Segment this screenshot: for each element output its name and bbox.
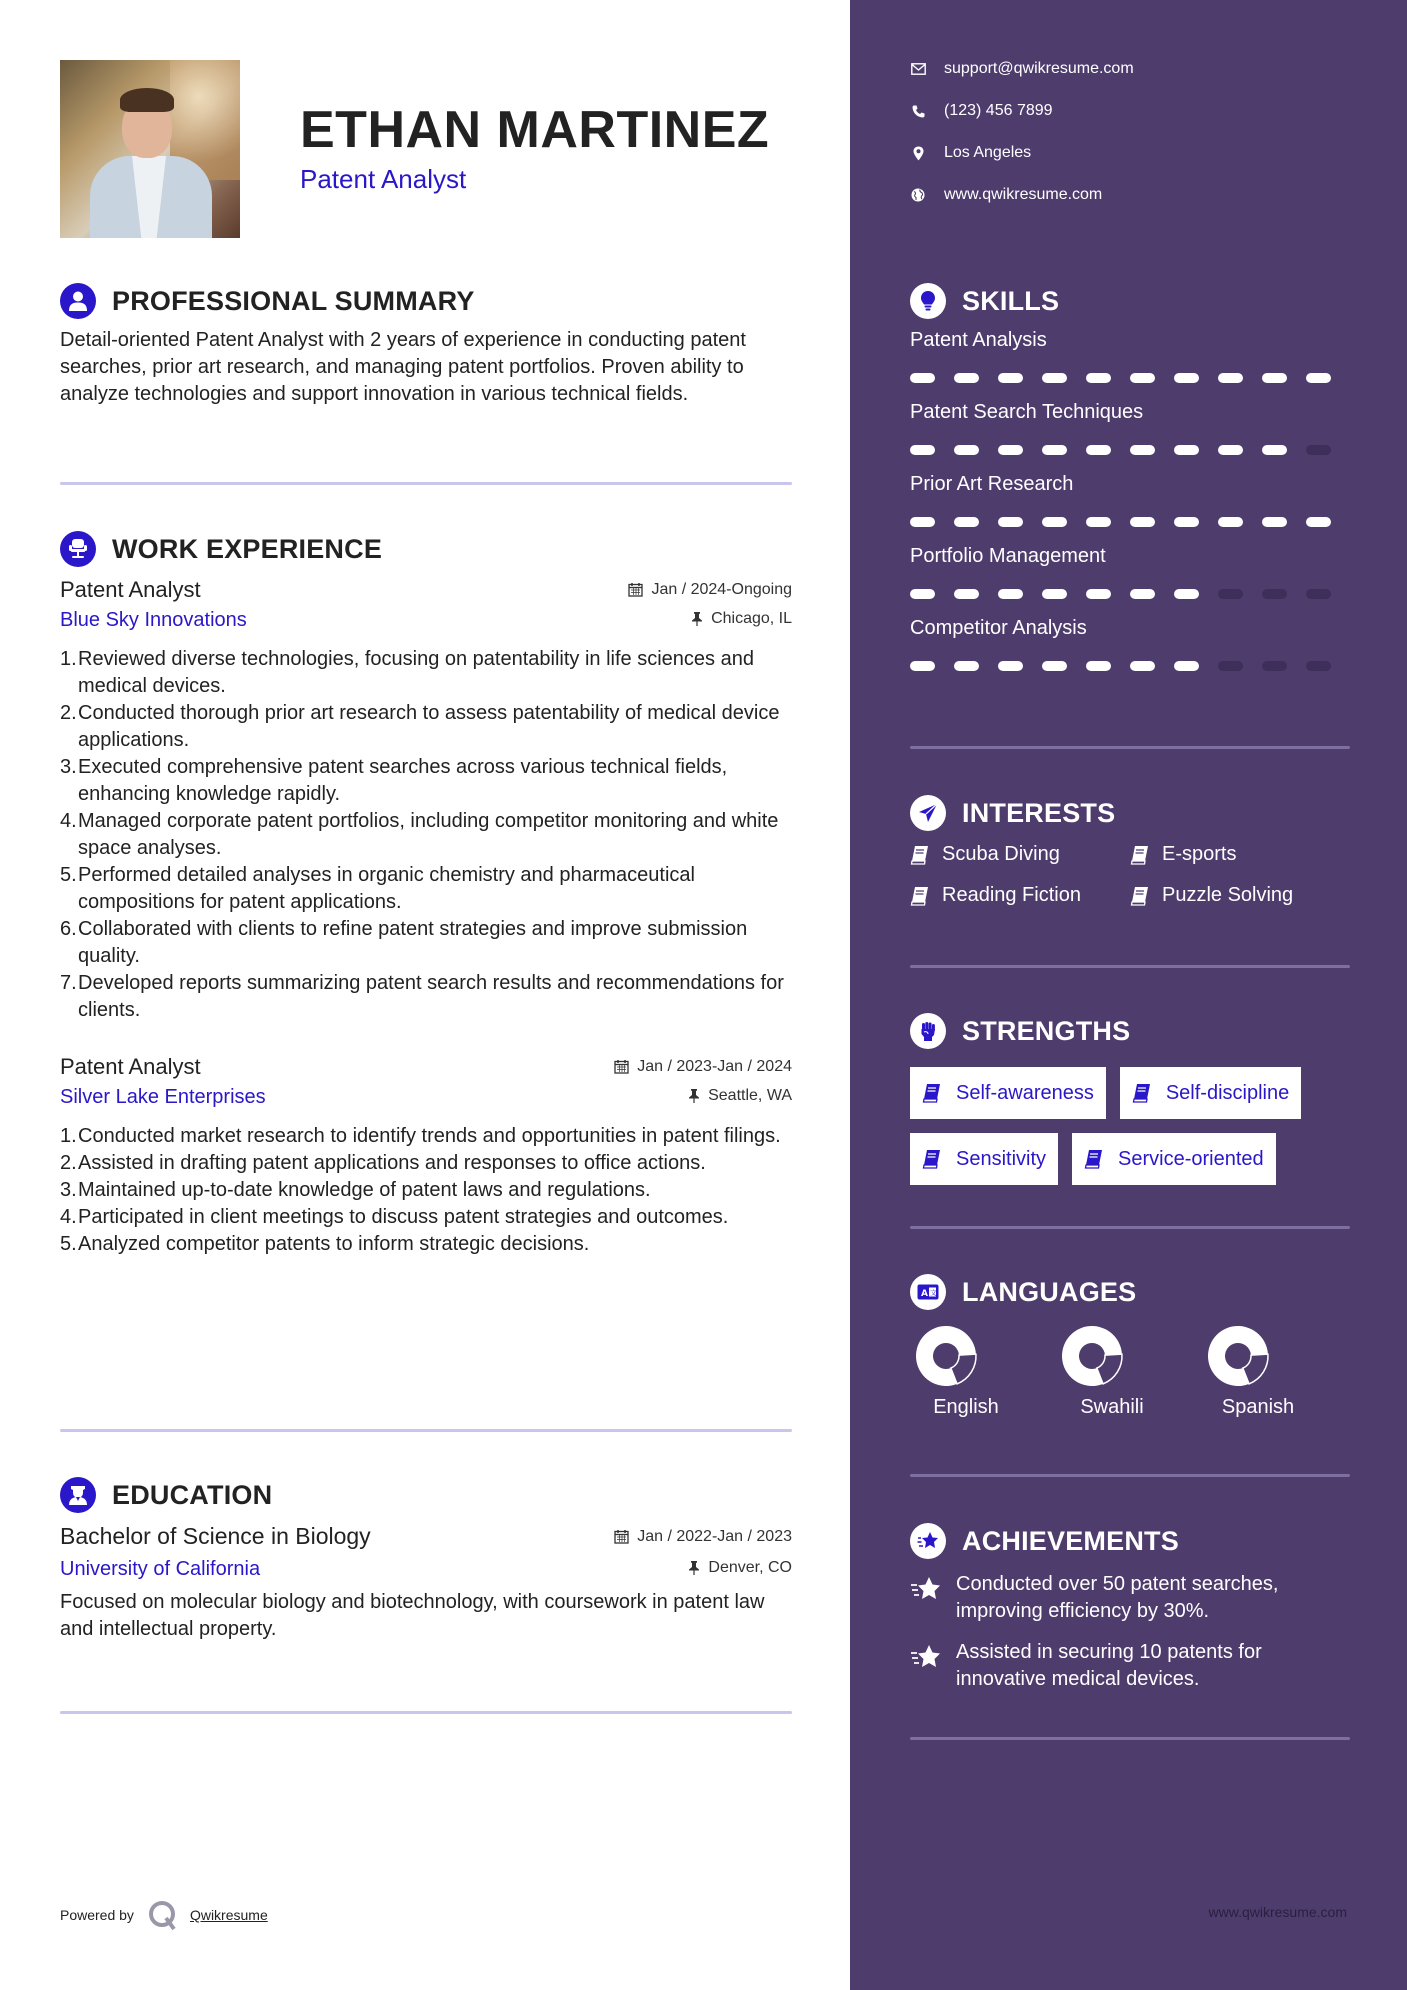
section-divider	[910, 1226, 1350, 1229]
skill-dash	[1262, 517, 1287, 527]
skill-dash	[998, 517, 1023, 527]
education-dates: Jan / 2022-Jan / 2023	[614, 1528, 792, 1546]
bullet-item: Collaborated with clients to refine patent strategies and improve submission quality.	[78, 918, 748, 967]
contact-website: www.qwikresume.com	[910, 186, 1102, 204]
skill-name: Portfolio Management	[910, 545, 1106, 567]
language-item	[1202, 1324, 1348, 1419]
book-icon	[910, 845, 930, 865]
education-heading: EDUCATION	[112, 1479, 273, 1510]
skill-dash	[954, 517, 979, 527]
book-icon	[922, 1083, 942, 1103]
skill-dash	[1174, 373, 1199, 383]
phone-icon	[910, 105, 926, 118]
skill-dash	[1130, 373, 1155, 383]
skill-rating	[910, 589, 1350, 599]
proficiency-donut	[1206, 1324, 1270, 1388]
skill-dash	[1218, 661, 1243, 671]
book-icon	[1130, 845, 1150, 865]
experience-section	[60, 531, 792, 1258]
achievements-list	[910, 1571, 1350, 1693]
company-name: Silver Lake Enterprises	[60, 1086, 266, 1108]
candidate-name: ETHAN MARTINEZ	[300, 101, 770, 159]
interest-item: E-sports	[1130, 843, 1330, 866]
skill-dash	[1262, 589, 1287, 599]
strength-chip: Self-discipline	[1120, 1067, 1301, 1119]
skill-dash	[954, 661, 979, 671]
graduate-icon	[60, 1477, 96, 1513]
skill-dash	[910, 589, 935, 599]
skill-dash	[910, 517, 935, 527]
proficiency-donut	[914, 1324, 978, 1388]
languages-heading: LANGUAGES	[962, 1276, 1137, 1307]
skill-dash	[998, 373, 1023, 383]
skills-heading: SKILLS	[962, 285, 1060, 316]
skills-section	[910, 283, 1350, 689]
bullet-item: Executed comprehensive patent searches across various technical fields, enhancing knowledge rapidly.	[78, 756, 728, 805]
job-bullets	[60, 1123, 792, 1258]
language-item	[1056, 1324, 1202, 1419]
pushpin-icon	[688, 1088, 700, 1103]
contact-phone: (123) 456 7899	[910, 102, 1053, 120]
skill-dash	[1042, 373, 1067, 383]
skill-dash	[1086, 517, 1111, 527]
book-icon	[1132, 1083, 1152, 1103]
achievement-item: Conducted over 50 patent searches, improving efficiency by 30%.	[910, 1571, 1350, 1625]
job-bullets	[60, 646, 792, 1024]
skill-dash	[1262, 661, 1287, 671]
interests-heading: INTERESTS	[962, 797, 1116, 828]
section-divider	[910, 746, 1350, 749]
skill-dash	[998, 589, 1023, 599]
achievements-section	[910, 1523, 1350, 1693]
skill-name: Competitor Analysis	[910, 617, 1087, 639]
skill-item	[910, 545, 1350, 599]
skill-dash	[1218, 517, 1243, 527]
svg-text:文: 文	[930, 1289, 937, 1297]
skill-rating	[910, 445, 1350, 455]
section-divider	[60, 1429, 792, 1432]
languages-section	[910, 1274, 1350, 1419]
interests-section	[910, 795, 1350, 907]
job-entry	[60, 577, 792, 1024]
skill-item	[910, 473, 1350, 527]
job-entry	[60, 1054, 792, 1258]
bullet-item: Participated in client meetings to discuss patent strategies and outcomes.	[78, 1206, 729, 1228]
qwikresume-link[interactable]: Qwikresume	[189, 1907, 268, 1923]
skill-dash	[998, 661, 1023, 671]
globe-icon	[910, 188, 926, 202]
skill-dash	[1174, 445, 1199, 455]
calendar-icon	[614, 1059, 629, 1074]
skill-dash	[1174, 589, 1199, 599]
language-name: English	[933, 1396, 999, 1418]
company-name: Blue Sky Innovations	[60, 609, 247, 631]
section-divider	[910, 965, 1350, 968]
languages-list	[910, 1324, 1350, 1419]
paper-plane-icon	[910, 795, 946, 831]
skill-rating	[910, 373, 1350, 383]
skill-dash	[1042, 589, 1067, 599]
bullet-item: Developed reports summarizing patent search results and recommendations for clients.	[78, 972, 784, 1021]
translate-icon	[910, 1274, 946, 1310]
skill-dash	[1306, 373, 1331, 383]
skill-rating	[910, 517, 1350, 527]
profile-photo	[60, 60, 240, 238]
achievement-item: Assisted in securing 10 patents for innovative medical devices.	[910, 1639, 1350, 1693]
interest-item: Scuba Diving	[910, 843, 1130, 866]
job-dates: Jan / 2024-Ongoing	[628, 581, 792, 599]
office-chair-icon	[60, 531, 96, 567]
book-icon	[1084, 1149, 1104, 1169]
skill-name: Prior Art Research	[910, 473, 1074, 495]
skill-dash	[1042, 517, 1067, 527]
skill-dash	[998, 445, 1023, 455]
bullet-item: Managed corporate patent portfolios, including competitor monitoring and white space analyses.	[78, 810, 779, 859]
strength-chip: Service-oriented	[1072, 1133, 1276, 1185]
language-name: Spanish	[1221, 1396, 1295, 1418]
skill-dash	[1086, 661, 1111, 671]
contact-email: support@qwikresume.com	[910, 60, 1134, 78]
lightbulb-icon	[910, 283, 946, 319]
skill-dash	[1174, 517, 1199, 527]
language-name: Swahili	[1080, 1396, 1144, 1418]
skill-dash	[1306, 517, 1331, 527]
skill-dash	[1262, 445, 1287, 455]
skill-dash	[1130, 445, 1155, 455]
education-description: Focused on molecular biology and biotechnology, with coursework in patent law and intellectual property.	[60, 1591, 765, 1640]
footer-website-link[interactable]: www.qwikresume.com	[1208, 1904, 1347, 1920]
strengths-list	[910, 1067, 1350, 1185]
skill-dash	[910, 661, 935, 671]
skill-item	[910, 329, 1350, 383]
bullet-item: Conducted thorough prior art research to assess patentability of medical device applications.	[78, 702, 780, 751]
section-divider	[60, 1711, 792, 1714]
skill-item	[910, 401, 1350, 455]
book-icon	[1130, 886, 1150, 906]
strength-chip: Sensitivity	[910, 1133, 1058, 1185]
education-section	[60, 1477, 792, 1643]
school-name: University of California	[60, 1558, 261, 1580]
summary-section	[60, 283, 792, 408]
candidate-title: Patent Analyst	[300, 164, 467, 194]
proficiency-donut	[1060, 1324, 1124, 1388]
bullet-item: Performed detailed analyses in organic chemistry and pharmaceutical compositions for patent applications.	[78, 864, 695, 913]
bullet-item: Reviewed diverse technologies, focusing on patentability in life sciences and medical devices.	[78, 648, 754, 697]
job-title: Patent Analyst	[60, 1054, 201, 1079]
skill-dash	[1218, 589, 1243, 599]
envelope-icon	[910, 63, 926, 75]
experience-heading: WORK EXPERIENCE	[112, 533, 383, 564]
skill-dash	[910, 445, 935, 455]
summary-heading: PROFESSIONAL SUMMARY	[112, 285, 475, 316]
pushpin-icon	[688, 1560, 700, 1575]
skill-dash	[1218, 373, 1243, 383]
skills-list	[910, 329, 1350, 671]
skill-dash	[1042, 661, 1067, 671]
skill-dash	[1306, 445, 1331, 455]
shooting-star-icon	[910, 1643, 942, 1671]
interest-item: Reading Fiction	[910, 884, 1130, 907]
bullet-item: Maintained up-to-date knowledge of patent laws and regulations.	[78, 1179, 651, 1201]
raised-fist-icon	[910, 1013, 946, 1049]
pushpin-icon	[691, 611, 703, 626]
section-divider	[910, 1474, 1350, 1477]
strength-chip: Self-awareness	[910, 1067, 1106, 1119]
book-icon	[922, 1149, 942, 1169]
summary-text: Detail-oriented Patent Analyst with 2 years of experience in conducting patent searches, prior art research, and managing patent portfolios. Proven ability to analyze technologies and support innovation in various technical fields.	[60, 329, 746, 405]
skill-dash	[1218, 445, 1243, 455]
skill-dash	[1130, 589, 1155, 599]
shooting-star-icon	[910, 1523, 946, 1559]
powered-by: Powered by Qwikresume	[60, 1900, 268, 1930]
strengths-heading: STRENGTHS	[962, 1015, 1131, 1046]
job-location: Chicago, IL	[691, 610, 792, 628]
skill-name: Patent Analysis	[910, 329, 1047, 351]
svg-text:A: A	[921, 1289, 928, 1299]
job-location: Seattle, WA	[688, 1087, 792, 1105]
interests-list	[910, 843, 1350, 907]
skill-dash	[1042, 445, 1067, 455]
shooting-star-icon	[910, 1575, 942, 1603]
interest-item: Puzzle Solving	[1130, 884, 1330, 907]
degree: Bachelor of Science in Biology	[60, 1523, 371, 1549]
section-divider	[910, 1737, 1350, 1740]
map-pin-icon	[910, 146, 926, 161]
skill-dash	[1174, 661, 1199, 671]
strengths-section	[910, 1013, 1350, 1185]
skill-rating	[910, 661, 1350, 671]
skill-item	[910, 617, 1350, 671]
skill-dash	[1262, 373, 1287, 383]
skill-dash	[954, 373, 979, 383]
qwikresume-logo-icon	[148, 1900, 178, 1930]
bullet-item: Conducted market research to identify trends and opportunities in patent filings.	[78, 1125, 781, 1147]
book-icon	[910, 886, 930, 906]
bullet-item: Analyzed competitor patents to inform strategic decisions.	[78, 1233, 590, 1255]
calendar-icon	[628, 582, 643, 597]
skill-dash	[910, 373, 935, 383]
job-title: Patent Analyst	[60, 577, 201, 602]
education-entry	[60, 1523, 792, 1643]
skill-dash	[1306, 589, 1331, 599]
sidebar	[850, 0, 1407, 1990]
education-location: Denver, CO	[688, 1559, 792, 1577]
section-divider	[60, 482, 792, 485]
skill-dash	[1130, 517, 1155, 527]
user-icon	[60, 283, 96, 319]
calendar-icon	[614, 1529, 629, 1544]
achievements-heading: ACHIEVEMENTS	[962, 1525, 1179, 1556]
skill-dash	[954, 589, 979, 599]
skill-dash	[954, 445, 979, 455]
skill-dash	[1086, 373, 1111, 383]
skill-name: Patent Search Techniques	[910, 401, 1144, 423]
skill-dash	[1130, 661, 1155, 671]
language-item	[910, 1324, 1056, 1419]
skill-dash	[1306, 661, 1331, 671]
job-dates: Jan / 2023-Jan / 2024	[614, 1058, 792, 1076]
skill-dash	[1086, 445, 1111, 455]
skill-dash	[1086, 589, 1111, 599]
contact-location: Los Angeles	[910, 144, 1031, 162]
bullet-item: Assisted in drafting patent applications and responses to office actions.	[78, 1152, 706, 1174]
